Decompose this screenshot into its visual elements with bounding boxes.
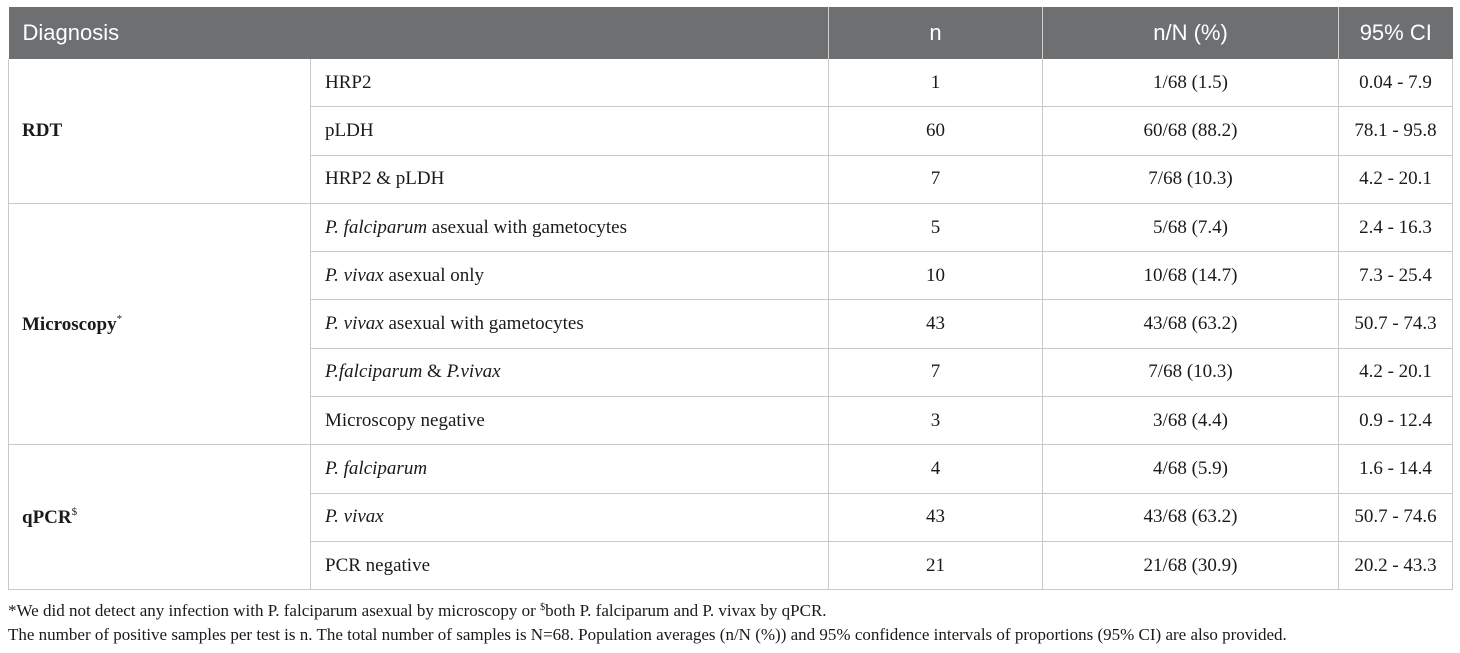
proportion-cell: 7/68 (10.3) [1043, 155, 1339, 203]
test-result-label: P. vivax asexual with gametocytes [311, 300, 829, 348]
count-cell: 7 [829, 348, 1043, 396]
diagnosis-group-label: RDT [9, 59, 311, 203]
proportion-cell: 1/68 (1.5) [1043, 59, 1339, 107]
confidence-interval-cell: 0.04 - 7.9 [1339, 59, 1453, 107]
proportion-cell: 43/68 (63.2) [1043, 493, 1339, 541]
count-cell: 60 [829, 107, 1043, 155]
footnote-2: The number of positive samples per test is n. The total number of samples is N=68. Population averages (n/N (%)) and 95% confidence intervals of proportions (95% CI) are also provided. [8, 625, 1287, 644]
header-n: n [829, 7, 1043, 59]
confidence-interval-cell: 50.7 - 74.6 [1339, 493, 1453, 541]
confidence-interval-cell: 4.2 - 20.1 [1339, 155, 1453, 203]
count-cell: 43 [829, 493, 1043, 541]
confidence-interval-cell: 4.2 - 20.1 [1339, 348, 1453, 396]
proportion-cell: 10/68 (14.7) [1043, 252, 1339, 300]
confidence-interval-cell: 7.3 - 25.4 [1339, 252, 1453, 300]
test-result-label: HRP2 & pLDH [311, 155, 829, 203]
diagnosis-group-label: qPCR$ [9, 445, 311, 590]
confidence-interval-cell: 0.9 - 12.4 [1339, 397, 1453, 445]
test-result-label: P. falciparum [311, 445, 829, 493]
confidence-interval-cell: 20.2 - 43.3 [1339, 541, 1453, 589]
confidence-interval-cell: 1.6 - 14.4 [1339, 445, 1453, 493]
table-row [9, 59, 1453, 107]
test-result-label: P. falciparum asexual with gametocytes [311, 203, 829, 251]
test-result-label: P. vivax [311, 493, 829, 541]
confidence-interval-cell: 50.7 - 74.3 [1339, 300, 1453, 348]
proportion-cell: 3/68 (4.4) [1043, 397, 1339, 445]
count-cell: 1 [829, 59, 1043, 107]
proportion-cell: 60/68 (88.2) [1043, 107, 1339, 155]
diagnosis-group-label: Microscopy* [9, 203, 311, 444]
count-cell: 21 [829, 541, 1043, 589]
proportion-cell: 21/68 (30.9) [1043, 541, 1339, 589]
confidence-interval-cell: 2.4 - 16.3 [1339, 203, 1453, 251]
count-cell: 43 [829, 300, 1043, 348]
test-result-label: Microscopy negative [311, 397, 829, 445]
proportion-cell: 4/68 (5.9) [1043, 445, 1339, 493]
proportion-cell: 5/68 (7.4) [1043, 203, 1339, 251]
footnote-1: *We did not detect any infection with P. falciparum asexual by microscopy or $both P. falciparum and P. vivax by qPCR. [8, 601, 827, 620]
table-body [9, 59, 1453, 590]
count-cell: 5 [829, 203, 1043, 251]
test-result-label: P. vivax asexual only [311, 252, 829, 300]
test-result-label: PCR negative [311, 541, 829, 589]
count-cell: 7 [829, 155, 1043, 203]
confidence-interval-cell: 78.1 - 95.8 [1339, 107, 1453, 155]
count-cell: 3 [829, 397, 1043, 445]
count-cell: 4 [829, 445, 1043, 493]
table-row [9, 203, 1453, 251]
table-footnotes [8, 596, 1458, 647]
proportion-cell: 7/68 (10.3) [1043, 348, 1339, 396]
header-diagnosis: Diagnosis [9, 7, 829, 59]
test-result-label: HRP2 [311, 59, 829, 107]
table-header [9, 7, 1453, 59]
count-cell: 10 [829, 252, 1043, 300]
test-result-label: P.falciparum & P.vivax [311, 348, 829, 396]
header-n-over-N: n/N (%) [1043, 7, 1339, 59]
table-row [9, 445, 1453, 493]
proportion-cell: 43/68 (63.2) [1043, 300, 1339, 348]
diagnosis-results-table [8, 7, 1453, 590]
test-result-label: pLDH [311, 107, 829, 155]
results-table-container [8, 7, 1452, 590]
header-95ci: 95% CI [1339, 7, 1453, 59]
